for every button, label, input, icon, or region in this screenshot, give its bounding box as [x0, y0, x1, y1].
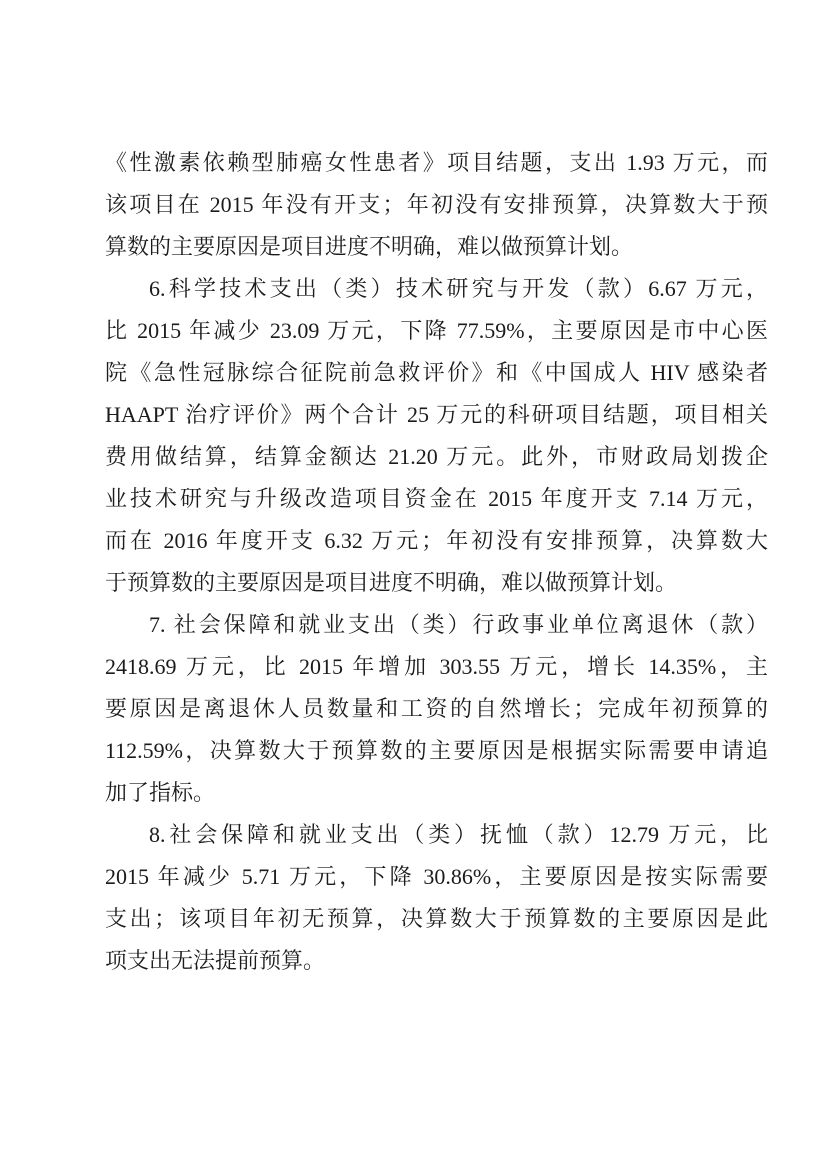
- text-line: 该项目在 2015 年没有开支；年初没有安排预算，决算数大于预: [105, 192, 768, 217]
- text-line: 而在 2016 年度开支 6.32 万元；年初没有安排预算，决算数大: [105, 528, 768, 553]
- text-line: 加了指标。: [105, 780, 216, 805]
- text-line: 2418.69 万元，比 2015 年增加 303.55 万元，增长 14.35%，主: [105, 654, 768, 679]
- text-line: HAAPT 治疗评价》两个合计 25 万元的科研项目结题，项目相关: [105, 402, 768, 427]
- text-line: 8.社会保障和就业支出（类）抚恤（款）12.79 万元，比: [149, 822, 768, 847]
- text-line: 2015 年减少 5.71 万元，下降 30.86%，主要原因是按实际需要: [105, 864, 768, 889]
- text-line: 项支出无法提前预算。: [105, 948, 326, 973]
- text-line: 7. 社会保障和就业支出（类）行政事业单位离退休（款）: [149, 612, 768, 637]
- text-line: 《性激素依赖型肺癌女性患者》项目结题，支出 1.93 万元，而: [105, 150, 768, 175]
- text-line: 比 2015 年减少 23.09 万元，下降 77.59%，主要原因是市中心医: [105, 318, 768, 343]
- text-line: 要原因是离退休人员数量和工资的自然增长；完成年初预算的: [105, 696, 768, 721]
- text-line: 6.科学技术支出（类）技术研究与开发（款）6.67 万元，: [149, 276, 768, 301]
- text-line: 院《急性冠脉综合征院前急救评价》和《中国成人 HIV 感染者: [105, 360, 768, 385]
- text-line: 112.59%，决算数大于预算数的主要原因是根据实际需要申请追: [105, 738, 768, 763]
- text-line: 支出；该项目年初无预算，决算数大于预算数的主要原因是此: [105, 906, 768, 931]
- text-line: 于预算数的主要原因是项目进度不明确，难以做预算计划。: [105, 570, 678, 595]
- document-body: [105, 142, 768, 982]
- text-line: 费用做结算，结算金额达 21.20 万元。此外，市财政局划拨企: [105, 444, 768, 469]
- text-line: 算数的主要原因是项目进度不明确，难以做预算计划。: [105, 234, 634, 259]
- text-line: 业技术研究与升级改造项目资金在 2015 年度开支 7.14 万元，: [105, 486, 768, 511]
